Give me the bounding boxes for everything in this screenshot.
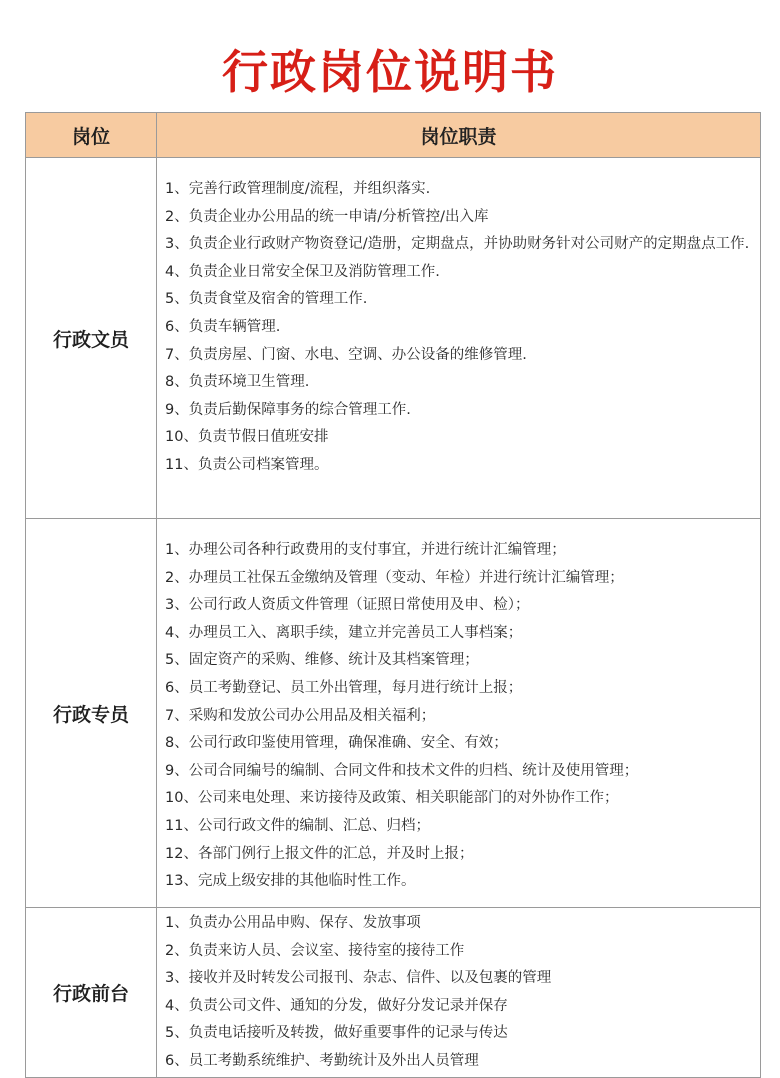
header-duties: 岗位职责 [420, 125, 497, 148]
table-row [26, 907, 760, 1077]
duties-list [157, 908, 760, 1077]
duty-item: 10、负责节假日值班安排 [165, 429, 329, 446]
duty-item: 1、完善行政管理制度/流程，并组织落实. [165, 181, 431, 197]
duties-list [157, 519, 760, 907]
duty-item: 3、负责企业行政财产物资登记/造册，定期盘点，并协助财务针对公司财产的定期盘点工作. [165, 236, 750, 253]
duty-item: 4、负责公司文件、通知的分发，做好分发记录并保存 [165, 997, 508, 1014]
duties-list [157, 158, 760, 518]
duty-item: 6、员工考勤系统维护、考勤统计及外出人员管理 [165, 1052, 479, 1069]
duty-item: 1、办理公司各种行政费用的支付事宜，并进行统计汇编管理； [165, 542, 566, 558]
duty-item: 9、公司合同编号的编制、合同文件和技术文件的归档、统计及使用管理； [165, 762, 639, 779]
table-row [26, 518, 760, 907]
duty-item: 2、负责来访人员、会议室、接待室的接待工作 [165, 942, 465, 959]
job-description-table [25, 112, 761, 1078]
duty-item: 4、负责企业日常安全保卫及消防管理工作. [165, 263, 440, 280]
duty-item: 12、各部门例行上报文件的汇总，并及时上报； [165, 845, 474, 862]
page-title: 行政岗位说明书 [222, 45, 558, 99]
duty-item: 7、采购和发放公司办公用品及相关福利； [165, 707, 436, 724]
table-row [26, 157, 760, 518]
duty-item: 10、公司来电处理、来访接待及政策、相关职能部门的对外协作工作； [165, 790, 619, 807]
duty-item: 8、负责环境卫生管理. [165, 374, 310, 391]
duty-item: 5、固定资产的采购、维修、统计及其档案管理； [165, 652, 479, 669]
duty-item: 5、负责电话接听及转拨，做好重要事件的记录与传达 [165, 1025, 508, 1042]
duty-item: 11、公司行政文件的编制、汇总、归档； [165, 817, 430, 834]
duty-item: 2、负责企业办公用品的统一申请/分析管控/出入库 [165, 208, 489, 225]
duty-item: 11、负责公司档案管理。 [165, 456, 329, 473]
duty-item: 6、员工考勤登记、员工外出管理，每月进行统计上报； [165, 679, 523, 696]
position-label: 行政专员 [26, 519, 157, 907]
duty-item: 1、负责办公用品申购、保存、发放事项 [165, 915, 421, 931]
duty-item: 2、办理员工社保五金缴纳及管理（变动、年检）并进行统计汇编管理； [165, 569, 624, 586]
duty-item: 7、负责房屋、门窗、水电、空调、办公设备的维修管理. [165, 346, 527, 363]
duty-item: 4、办理员工入、离职手续，建立并完善员工人事档案； [165, 624, 523, 641]
position-label: 行政前台 [26, 908, 157, 1077]
duty-item: 3、公司行政人资质文件管理（证照日常使用及申、检）； [165, 597, 530, 614]
position-label: 行政文员 [26, 158, 157, 518]
duty-item: 8、公司行政印鉴使用管理，确保准确、安全、有效； [165, 735, 508, 752]
duty-item: 9、负责后勤保障事务的综合管理工作. [165, 401, 411, 418]
duty-item: 5、负责食堂及宿舍的管理工作. [165, 291, 368, 308]
duty-item: 3、接收并及时转发公司报刊、杂志、信件、以及包裹的管理 [165, 970, 552, 987]
duty-item: 6、负责车辆管理. [165, 318, 281, 335]
duty-item: 13、完成上级安排的其他临时性工作。 [165, 873, 416, 890]
table-header-row [26, 113, 760, 157]
header-position: 岗位 [26, 113, 157, 157]
